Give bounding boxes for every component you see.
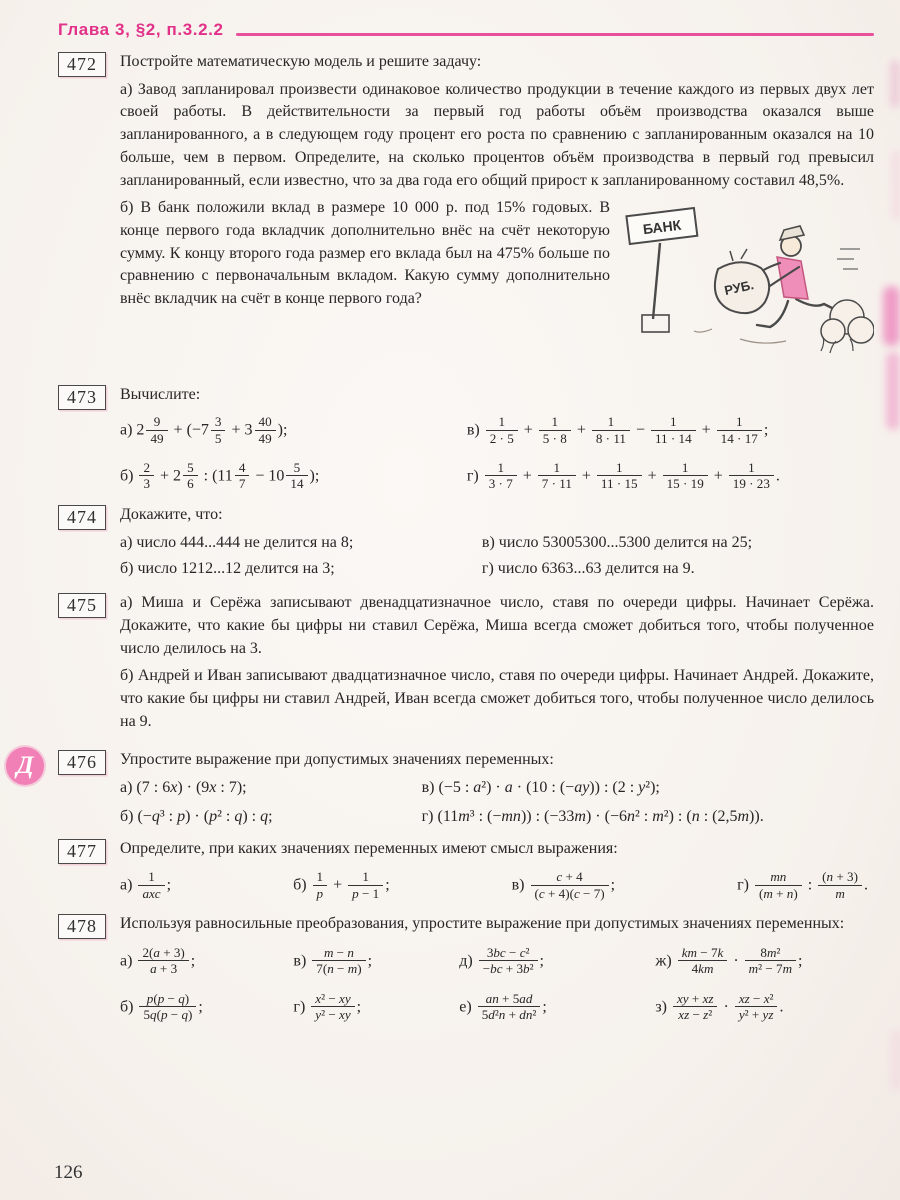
page-edge-artifact [892,150,900,220]
item-a: а) 2 $\frac{9}{49}$ + (−7 $\frac{3}{5}$ + 3 $\frac{40}{49}$ ); [120,414,288,446]
problem-number-box: 475 [58,593,106,618]
problem-473 [58,384,874,493]
runner-hat [780,226,804,240]
chapter-rule [236,33,874,36]
problem-intro: Вычислите: [120,386,201,404]
problem-body [120,749,874,826]
problem-472 [58,51,874,373]
problem-477 [58,838,874,903]
motion-lines [837,249,860,269]
chapter-header [58,20,874,40]
problem-477-items [120,870,874,902]
problem-body [120,838,874,903]
problem-intro: Постройте математическую модель и решите задачу: [120,53,482,70]
money-bag-label: РУБ. [723,277,756,299]
item-a: а) $\frac{1}{\text{axc}}$ ; [120,869,172,901]
item-a: а) число 444...444 не делится на 8; [120,533,354,551]
page-edge-artifact [890,60,900,108]
item-b: б) $\frac{1}{p}$ + $\frac{1}{p - 1}$ ; [293,869,390,901]
money-bag-tie [730,249,747,261]
item-g: г) число 6363...63 делится на 9. [481,560,695,578]
difficulty-badge: Д [6,747,44,785]
problem-body [120,592,874,738]
problem-number-box: 478 [58,914,106,939]
problem-number-box: 476 [58,750,106,775]
item-g: г) $\frac{mn}{(m + n)}$ : $\frac{(n + 3)}{m}$ . [737,869,868,901]
problem-body [120,51,874,373]
item-v: в) $\frac{c + 4}{(c + 4)(c - 7)}$ ; [511,869,616,901]
problem-475-part-a: а) Миша и Серёжа записывают двенадцатизначное число, ставя по очереди цифры. Начинает Серёжа. Докажите, что какие бы цифры ни ставил Серёжа, Миша всегда сможет добиться того, чтобы полученное число делилось на 3. [120,594,874,657]
svg-text:БАНК: БАНК [642,217,682,238]
problem-body [120,384,874,493]
problem-intro: Используя равносильные преобразования, упростите выражение при допустимых значениях переменных: [120,915,845,933]
item-g: г) $\frac{\text{x² − xy}}{\text{y² − xy}}$ ; [293,990,362,1023]
item-d: д) $\frac{\text{3bc − c²}}{\text{−bc + 3b²}}$ ; [459,944,544,977]
problem-476-items [120,778,874,826]
problem-number-box: 474 [58,505,106,530]
problem-intro: Определите, при каких значениях переменных имеют смысл выражения: [120,839,618,857]
page-edge-artifact [886,352,900,430]
problem-474 [58,504,874,581]
problem-intro: Докажите, что: [120,505,223,523]
item-v: в) число 53005300...5300 делится на 25; [481,533,753,551]
problem-number-box: 472 [58,52,106,77]
item-b: б) число 1212...12 делится на 3; [120,560,335,578]
problem-478 [58,913,874,1024]
bank-runner-illustration [622,199,874,371]
problem-intro: Упростите выражение при допустимых значениях переменных: [120,751,554,769]
ground-line [694,329,786,343]
page-edge-artifact [883,286,900,346]
problem-472-part-b-block [120,197,874,373]
problem-473-items [120,415,874,493]
problem-body [120,504,874,581]
item-g: г) $\frac{1}{3 \cdot 7}$ + $\frac{1}{7 \cdot 11}$ + $\frac{1}{11 \cdot 15}$ + $\frac{1}{15 \cdot 19}$ + $\frac{1}{19 \cdot 23}$ . [466,460,780,492]
problem-478-items [120,946,874,1024]
problem-474-items [120,532,874,581]
item-a: а) $\frac{2(a + 3)}{a + 3}$ ; [120,944,196,977]
item-b: б) $\frac{p(p - q)}{5q(p - q)}$ ; [120,990,203,1023]
item-v: в) $\frac{1}{2 \cdot 5}$ + $\frac{1}{5 \cdot 8}$ + $\frac{1}{8 \cdot 11}$ − $\frac{1}{11 \cdot 14}$ + $\frac{1}{14 \cdot 17}$ ; [466,414,769,446]
problem-472-part-a: а) Завод запланировал произвести одинаковое количество продукции в течение каждого из первых двух лет своей работы. В действительности за первый год работы объём производства оказался выше запланированного, а в следующем году процент его роста по сравнению с запланированным оказался на 10 больше, чем в первом. Определите, на сколько процентов объём производства в первый год превысил запланированный, если известно, что за два года его общий прирост к запланированному составил 48,5%. [120,80,874,189]
problem-476 [16,749,874,826]
item-a: а) (7 : 6x) · (9x : 7); [120,779,247,797]
item-v: в) (−5 : a²) · a · (10 : (−ay)) : (2 : y²); [421,779,660,797]
bank-sign-pole [653,243,660,319]
item-zh: ж) $\frac{km - 7k}{4km}$ · $\frac{\text{8m²}}{\text{m² − 7m}}$ ; [655,944,803,977]
problem-472-part-b: б) В банк положили вклад в размере 10 000 р. под 15% годовых. В конце первого года вкладчик дополнительно внёс на счёт некоторую сумму. К концу второго года размер его вклада был на 475% больше по сравнению с первоначальным вкладом. Какую сумму дополнительно внёс вкладчик на счёт в конце первого года? [120,199,610,308]
problem-number-box: 477 [58,839,106,864]
item-e: е) $\frac{an + 5ad}{\text{5d²n + dn²}}$ ; [459,990,547,1023]
problem-475 [58,592,874,738]
item-z: з) $\frac{xy + xz}{\text{xz − z²}}$ · $\frac{\text{xz − x²}}{\text{y² + yz}}$ . [655,990,784,1023]
problem-body [120,913,874,1024]
problem-number-box: 473 [58,385,106,410]
page-edge-artifact [892,1030,900,1090]
bank-sign [626,208,697,244]
chapter-title: Глава 3, §2, п.3.2.2 [58,20,224,39]
item-g: г) (11m³ : (−mn)) : (−33m) · (−6n² : m²) : (n : (2,5m)). [421,808,764,826]
bank-window [642,315,669,332]
item-v: в) $\frac{m - n}{7(n - m)}$ ; [293,944,373,977]
item-b: б) $\frac{2}{3}$ + 2 $\frac{5}{6}$ : (11 $\frac{4}{7}$ − 10 $\frac{5}{14}$ ); [120,460,320,492]
problem-475-part-b: б) Андрей и Иван записывают двадцатизначное число, ставя по очереди цифры. Начинает Андрей. Докажите, что какие бы цифры ни ставил Андрей, Иван всегда сможет добиться того, чтобы полученное число делилось на 9. [120,667,874,730]
page-number: 126 [54,1162,83,1183]
item-b: б) (−q³ : p) · (p² : q) : q; [120,808,273,826]
